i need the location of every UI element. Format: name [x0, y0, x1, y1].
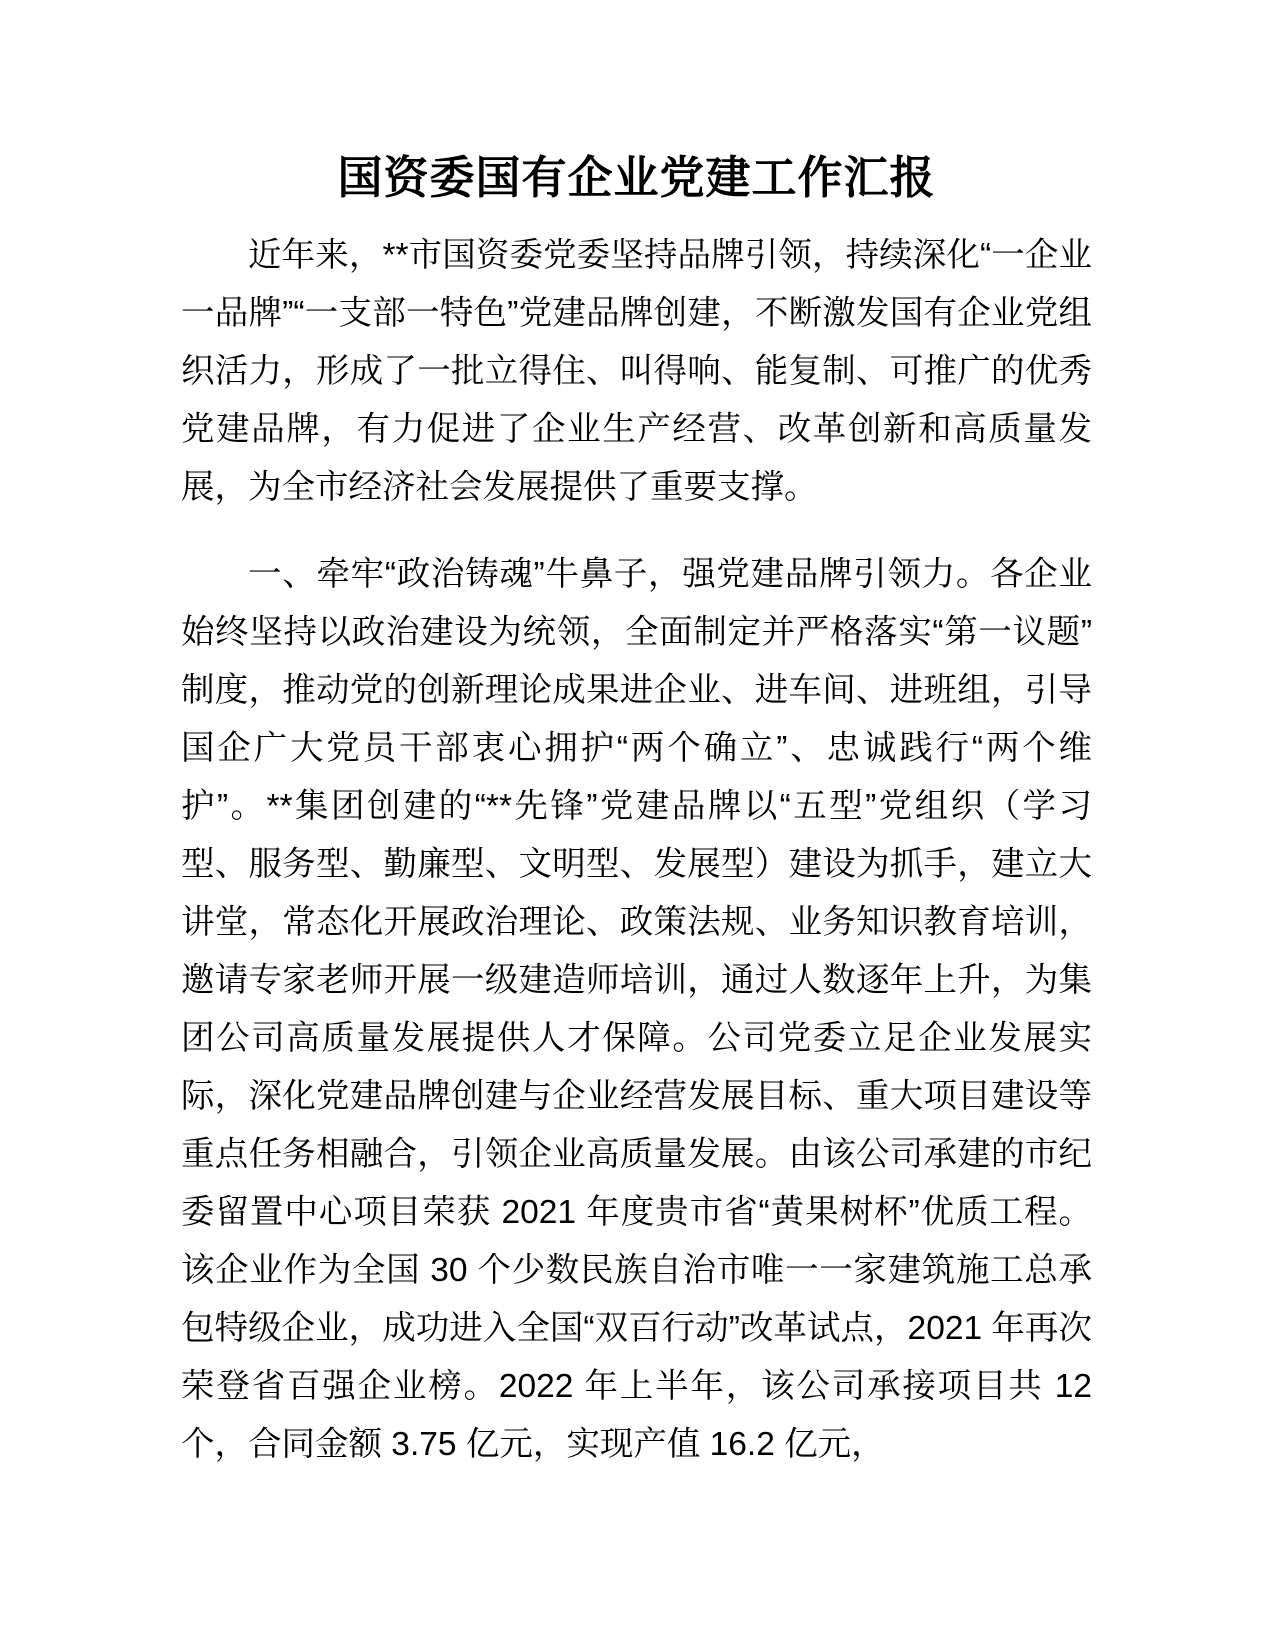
paragraph-section-1: 一、牵牢“政治铸魂”牛鼻子，强党建品牌引领力。各企业始终坚持以政治建设为统领，全面制定并严格落实“第一议题”制度，推动党的创新理论成果进企业、进车间、进班组，引导国企广大党员干部衷心拥护“两个确立”、忠诚践行“两个维护”。**集团创建的“**先锋”党建品牌以“五型”党组织（学习型、服务型、勤廉型、文明型、发展型）建设为抓手，建立大讲堂，常态化开展政治理论、政策法规、业务知识教育培训，邀请专家老师开展一级建造师培训，通过人数逐年上升，为集团公司高质量发展提供人才保障。公司党委立足企业发展实际，深化党建品牌创建与企业经营发展目标、重大项目建设等重点任务相融合，引领企业高质量发展。由该公司承建的市纪委留置中心项目荣获 2021 年度贵市省“黄果树杯”优质工程。该企业作为全国 30 个少数民族自治市唯一一家建筑施工总承包特级企业，成功进入全国“双百行动”改革试点，2021 年再次荣登省百强企业榜。2022 年上半年，该公司承接项目共 12 个，合同金额 3.75 亿元，实现产值 16.2 亿元， — [181, 556, 1092, 1463]
paragraph-intro: 近年来，**市国资委党委坚持品牌引领，持续深化“一企业一品牌”“一支部一特色”党建品牌创建，不断激发国有企业党组织活力，形成了一批立得住、叫得响、能复制、可推广的优秀党建品牌，有力促进了企业生产经营、改革创新和高质量发展，为全市经济社会发展提供了重要支撑。 — [181, 237, 1092, 506]
document-title: 国资委国有企业党建工作汇报 — [337, 152, 936, 203]
